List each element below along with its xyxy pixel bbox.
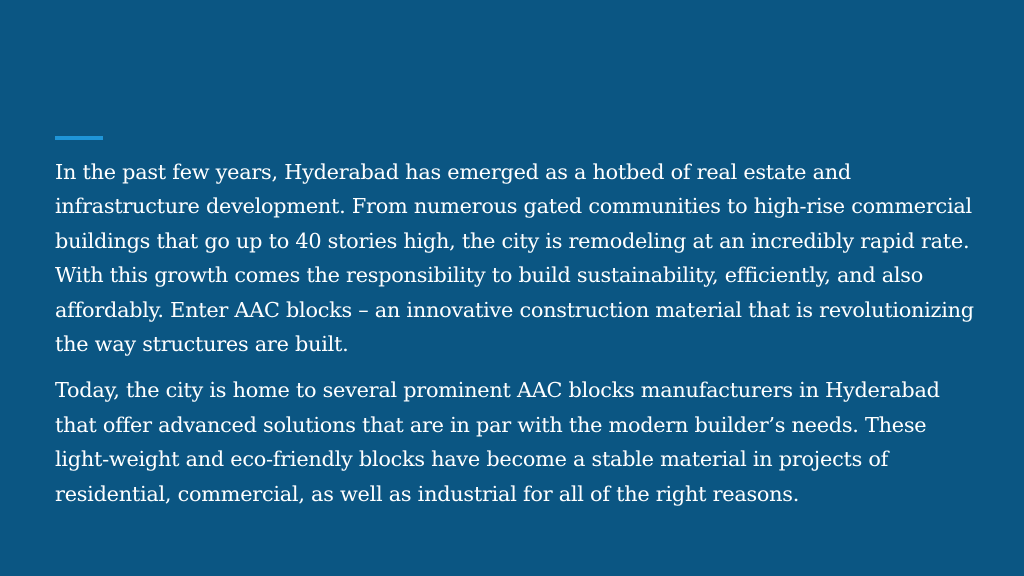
accent-bar [55,136,103,140]
paragraph-1: In the past few years, Hyderabad has emerged as a hotbed of real estate and infrastructure development. From numerous gated communities to high-rise commercial buildings that go up to 40 stories high, the city is remodeling at an incredibly rapid rate. With this growth comes the responsibility to build sustainability, efficiently, and also affordably. Enter AAC blocks – an innovative construction material that is revolutionizing the way structures are built. [55,160,974,357]
paragraph-2: Today, the city is home to several prominent AAC blocks manufacturers in Hyderabad that offer advanced solutions that are in par with the modern builder’s needs. These light-weight and eco-friendly blocks have become a stable material in projects of residential, commercial, as well as industrial for all of the right reasons. [55,378,940,506]
slide-body-text [55,155,975,511]
